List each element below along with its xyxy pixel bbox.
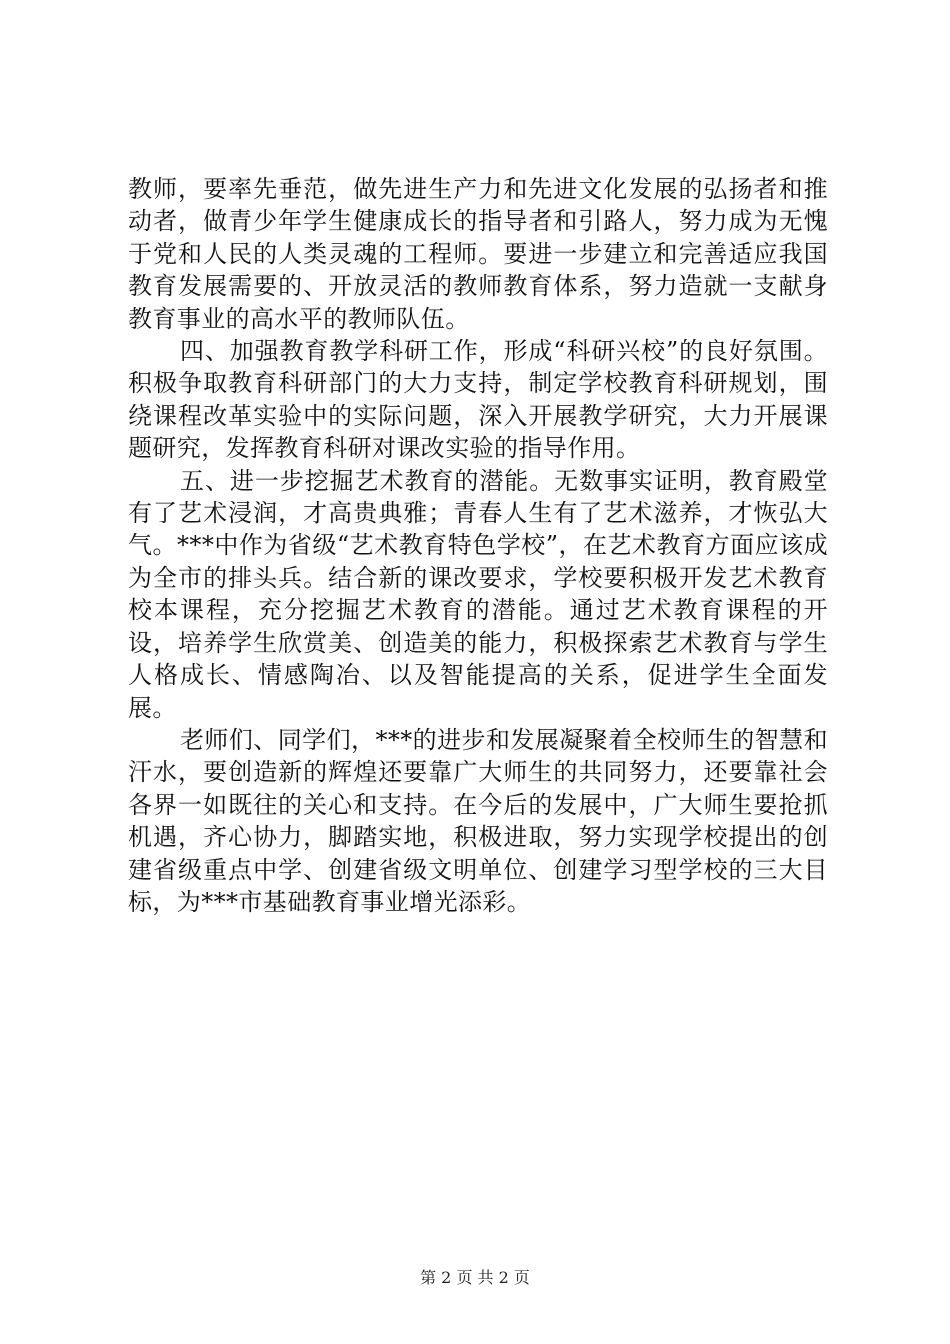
- paragraph-research: 四、加强教育教学科研工作，形成“科研兴校”的良好氛围。积极争取教育科研部门的大力支持，制定学校教育科研规划，围绕课程改革实验中的实际问题，深入开展教学研究，大力开展课题研究，发挥教育科研对课改实验的指导作用。: [128, 337, 828, 463]
- paragraph-continuation: 教师，要率先垂范，做先进生产力和先进文化发展的弘扬者和推动者，做青少年学生健康成长的指导者和引路人，努力成为无愧于党和人民的人类灵魂的工程师。要进一步建立和完善适应我国教育发展需要的、开放灵活的教师教育体系，努力造就一支献身教育事业的高水平的教师队伍。: [128, 175, 828, 333]
- paragraph-closing: 老师们、同学们，***的进步和发展凝聚着全校师生的智慧和汗水，要创造新的辉煌还要靠广大师生的共同努力，还要靠社会各界一如既往的关心和支持。在今后的发展中，广大师生要抢抓机遇，齐心协力，脚踏实地，积极进取，努力实现学校提出的创建省级重点中学、创建省级文明单位、创建学习型学校的三大目标，为***市基础教育事业增光添彩。: [128, 725, 828, 916]
- document-body: [128, 173, 828, 918]
- paragraph-art-education: 五、进一步挖掘艺术教育的潜能。无数事实证明，教育殿堂有了艺术浸润，才高贵典雅；青春人生有了艺术滋养，才恢弘大气。***中作为省级“艺术教育特色学校”，在艺术教育方面应该成为全市的排头兵。结合新的课改要求，学校要积极开发艺术教育校本课程，充分挖掘艺术教育的潜能。通过艺术教育课程的开设，培养学生欣赏美、创造美的能力，积极探索艺术教育与学生人格成长、情感陶冶、以及智能提高的关系，促进学生全面发展。: [128, 466, 828, 722]
- page-number-footer: 第 2 页 共 2 页: [420, 1268, 530, 1287]
